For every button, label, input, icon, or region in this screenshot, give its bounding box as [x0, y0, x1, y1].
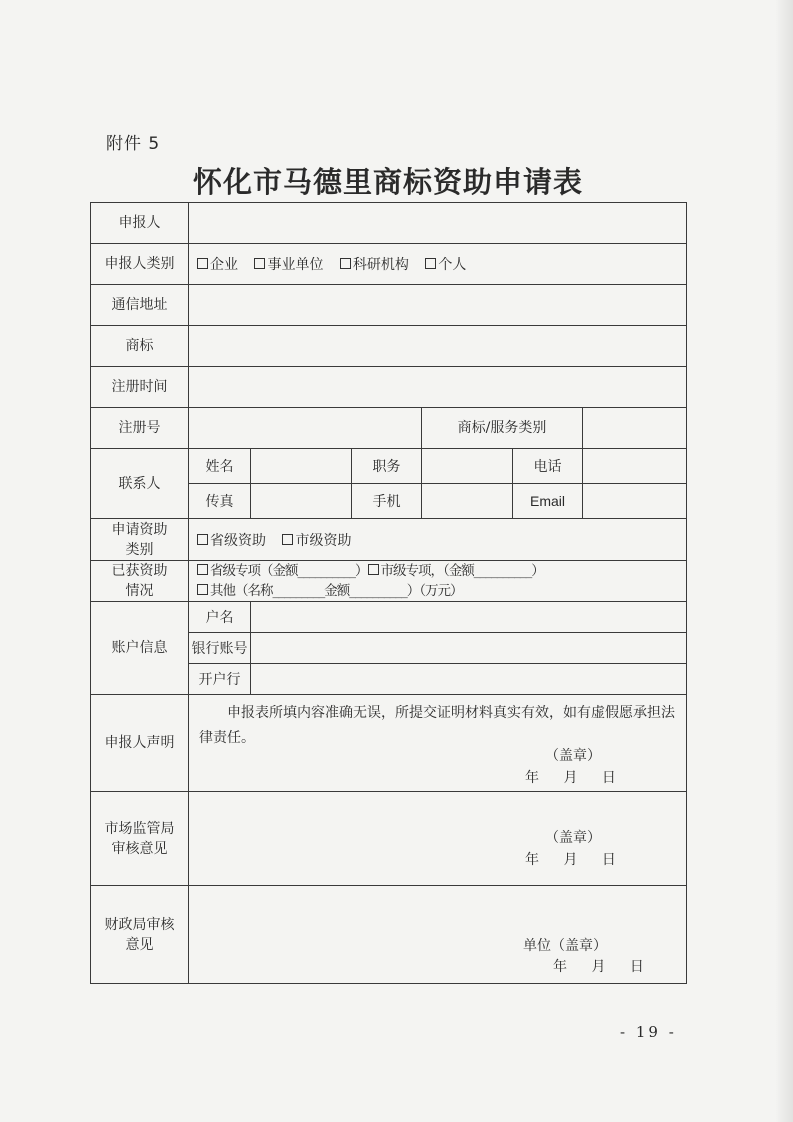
row-funding-type	[91, 519, 687, 561]
declaration-content	[189, 695, 687, 792]
opening-bank-field[interactable]	[251, 664, 687, 695]
finance-review-content[interactable]	[189, 886, 687, 984]
row-contact-1	[91, 449, 687, 484]
funding-type-label: 申请资助 类别	[91, 519, 189, 561]
contact-position-field[interactable]	[422, 449, 513, 484]
finance-review-label: 财政局审核 意见	[91, 886, 189, 984]
obtained-line-2	[197, 581, 686, 601]
market-review-label: 市场监管局 审核意见	[91, 792, 189, 886]
declaration-label: 申报人声明	[91, 695, 189, 792]
contact-mobile-field[interactable]	[422, 484, 513, 519]
contact-fax-label: 传真	[189, 484, 251, 519]
declaration-seal: （盖章）	[545, 748, 601, 764]
applicant-label: 申报人	[91, 203, 189, 244]
contact-phone-label: 电话	[513, 449, 583, 484]
bank-account-field[interactable]	[251, 633, 687, 664]
row-applicant-type	[91, 244, 687, 285]
contact-position-label: 职务	[352, 449, 422, 484]
row-reg-no	[91, 408, 687, 449]
option-city-funding[interactable]: 市级资助	[282, 533, 351, 549]
row-obtained-funding	[91, 561, 687, 602]
contact-phone-field[interactable]	[583, 449, 687, 484]
bank-account-label: 银行账号	[189, 633, 251, 664]
market-review-seal: （盖章）	[545, 830, 601, 846]
applicant-type-label: 申报人类别	[91, 244, 189, 285]
declaration-date: 年 月 日	[525, 770, 616, 786]
option-research-institute[interactable]: 科研机构	[340, 257, 409, 273]
market-review-content[interactable]	[189, 792, 687, 886]
checkbox-icon	[197, 258, 208, 269]
checkbox-icon	[197, 564, 208, 575]
row-account-holder	[91, 602, 687, 633]
contact-name-field[interactable]	[251, 449, 352, 484]
applicant-type-options	[189, 244, 687, 285]
checkbox-icon	[254, 258, 265, 269]
contact-name-label: 姓名	[189, 449, 251, 484]
row-market-review	[91, 792, 687, 886]
contact-email-label: Email	[513, 484, 583, 519]
address-field[interactable]	[189, 285, 687, 326]
account-label: 账户信息	[91, 602, 189, 695]
checkbox-icon	[368, 564, 379, 575]
option-other[interactable]: 其他（名称_________金额__________）（万元）	[197, 583, 463, 599]
row-finance-review	[91, 886, 687, 984]
contact-label: 联系人	[91, 449, 189, 519]
applicant-field[interactable]	[189, 203, 687, 244]
checkbox-icon	[282, 534, 293, 545]
reg-no-field[interactable]	[189, 408, 422, 449]
contact-fax-field[interactable]	[251, 484, 352, 519]
opening-bank-label: 开户行	[189, 664, 251, 695]
obtained-line-1	[197, 561, 686, 581]
service-class-label: 商标/服务类别	[422, 408, 583, 449]
market-review-date: 年 月 日	[525, 852, 616, 868]
funding-type-options	[189, 519, 687, 561]
reg-no-label: 注册号	[91, 408, 189, 449]
checkbox-icon	[425, 258, 436, 269]
finance-review-seal: 单位（盖章）	[523, 938, 607, 954]
row-declaration	[91, 695, 687, 792]
application-form-table	[90, 202, 687, 984]
address-label: 通信地址	[91, 285, 189, 326]
account-holder-field[interactable]	[251, 602, 687, 633]
checkbox-icon	[340, 258, 351, 269]
form-title: 怀化市马德里商标资助申请表	[192, 165, 583, 199]
checkbox-icon	[197, 534, 208, 545]
reg-time-label: 注册时间	[91, 367, 189, 408]
option-enterprise[interactable]: 企业	[197, 257, 238, 273]
option-city-special[interactable]: 市级专项，（金额__________）	[368, 563, 544, 579]
trademark-label: 商标	[91, 326, 189, 367]
scan-edge-shadow	[775, 0, 793, 1122]
reg-time-field[interactable]	[189, 367, 687, 408]
finance-review-date: 年 月 日	[553, 959, 644, 975]
obtained-funding-label: 已获资助 情况	[91, 561, 189, 602]
declaration-text: 申报表所填内容准确无误，所提交证明材料真实有效，如有虚假愿承担法律责任。	[199, 705, 675, 746]
option-provincial-funding[interactable]: 省级资助	[197, 533, 266, 549]
page-number: - 19 -	[620, 1023, 677, 1041]
contact-email-field[interactable]	[583, 484, 687, 519]
row-trademark	[91, 326, 687, 367]
option-public-institution[interactable]: 事业单位	[254, 257, 323, 273]
service-class-field[interactable]	[583, 408, 687, 449]
attachment-label: 附件 5	[106, 134, 161, 154]
row-address	[91, 285, 687, 326]
checkbox-icon	[197, 584, 208, 595]
account-holder-label: 户名	[189, 602, 251, 633]
option-provincial-special[interactable]: 省级专项（金额__________）	[197, 563, 368, 579]
row-reg-time	[91, 367, 687, 408]
trademark-field[interactable]	[189, 326, 687, 367]
contact-mobile-label: 手机	[352, 484, 422, 519]
obtained-funding-content	[189, 561, 687, 602]
row-applicant	[91, 203, 687, 244]
option-individual[interactable]: 个人	[425, 257, 466, 273]
